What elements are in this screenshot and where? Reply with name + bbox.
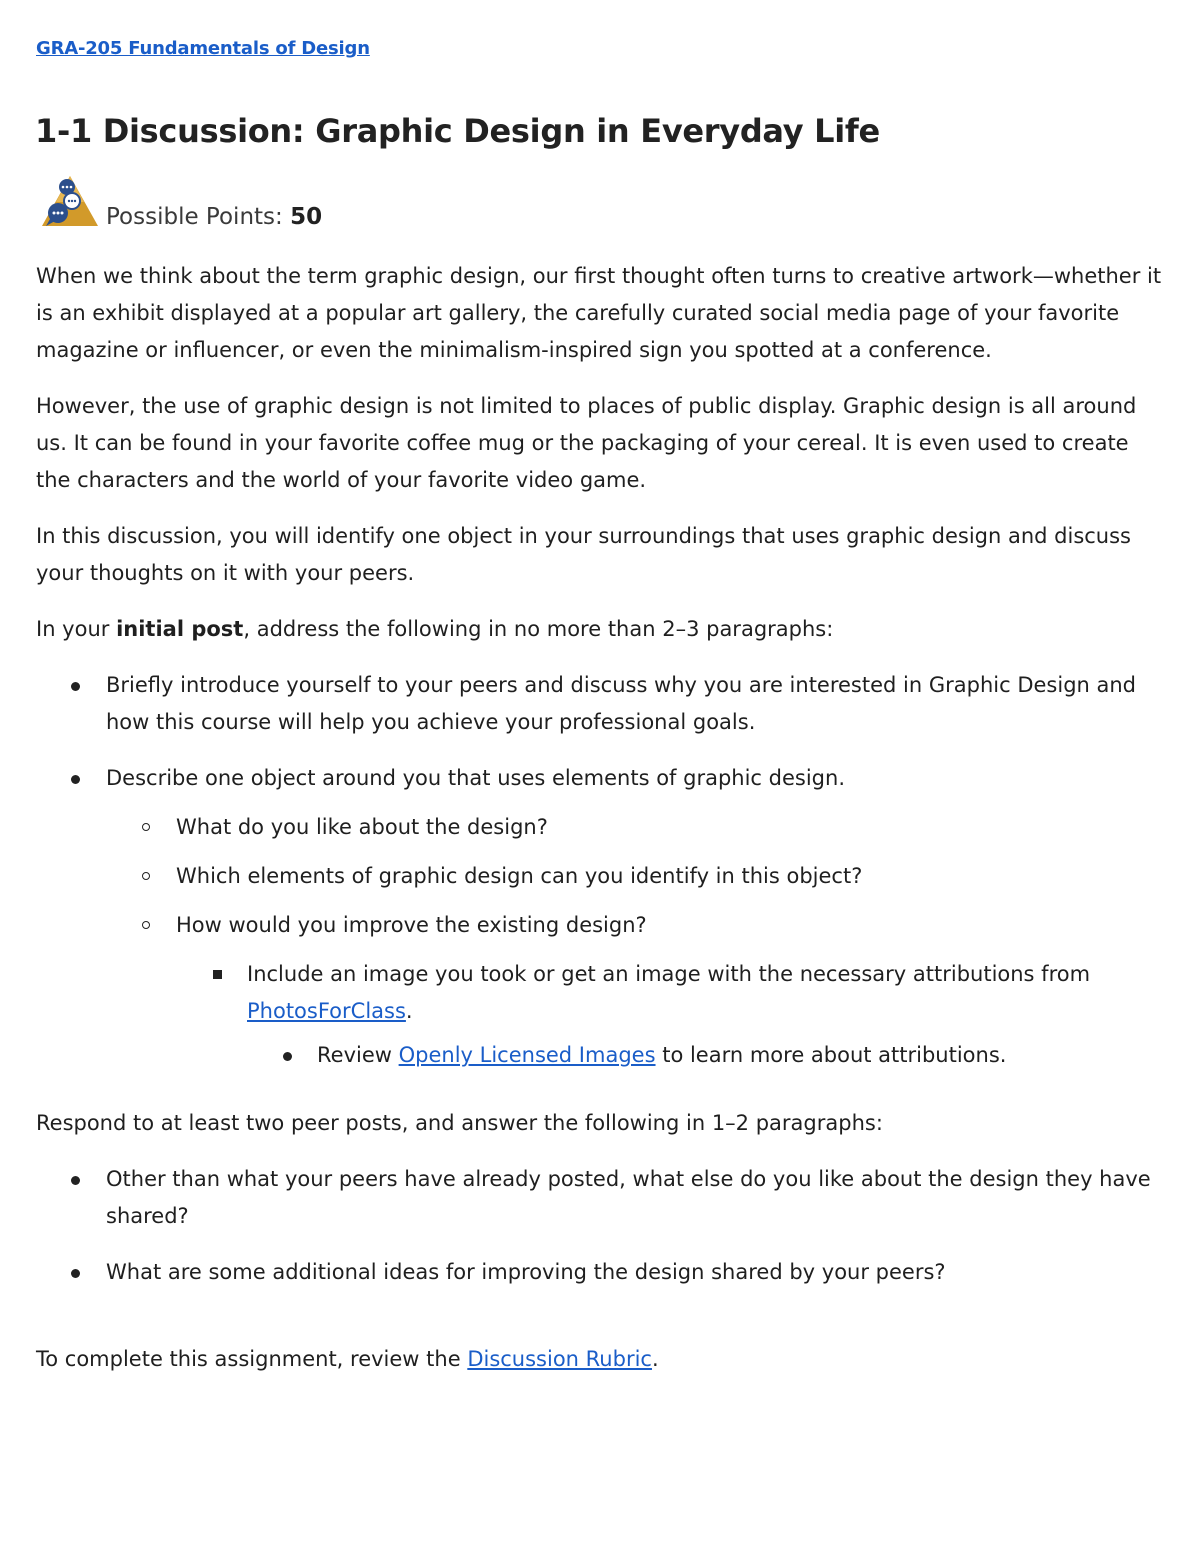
initial-post-suffix: , address the following in no more than 2–3 paragraphs: — [243, 617, 834, 641]
initial-post-bold: initial post — [116, 617, 244, 641]
bullet-disc-icon — [71, 682, 80, 691]
list-item-text: Describe one object around you that uses elements of graphic design. — [106, 766, 845, 790]
list-item — [36, 809, 1166, 846]
respond-list — [36, 1161, 1166, 1291]
list-item-text: What are some additional ideas for improving the design shared by your peers? — [106, 1260, 946, 1284]
bullet-disc-icon — [283, 1052, 292, 1061]
list-item-end: . — [405, 999, 413, 1023]
possible-points — [106, 204, 322, 230]
points-label: Possible Points: — [106, 204, 291, 230]
list-item-text: Briefly introduce yourself to your peers and discuss why you are interested in Graphic Design and how this course will help you achieve your professional goals. — [106, 673, 1137, 734]
closing-prefix: To complete this assignment, review the — [36, 1347, 468, 1371]
list-item — [36, 667, 1166, 741]
discussion-bubbles-icon — [40, 168, 100, 230]
bullet-circle-icon — [142, 823, 150, 831]
paragraph-intro: When we think about the term graphic design, our first thought often turns to creative artwork—whether it is an exhibit displayed at a popular art gallery, the carefully curated social media page of your favorite magazine or influencer, or even the minimalism-inspired sign you spotted at a conference. — [36, 264, 1162, 362]
initial-post-prefix: In your — [36, 617, 117, 641]
list-item — [36, 956, 1166, 1030]
list-item-suffix: to learn more about attributions. — [655, 1043, 1007, 1067]
course-link[interactable]: GRA-205 Fundamentals of Design — [36, 38, 370, 59]
list-item-text: What do you like about the design? — [176, 815, 548, 839]
bullet-circle-icon — [142, 921, 150, 929]
discussion-body — [36, 258, 1166, 1397]
list-item — [36, 907, 1166, 944]
photosforclass-link[interactable]: PhotosForClass — [247, 999, 406, 1023]
closing-instructions — [36, 1341, 1166, 1378]
list-item — [36, 858, 1166, 895]
list-item-text: How would you improve the existing design? — [176, 913, 647, 937]
list-item-text: Other than what your peers have already posted, what else do you like about the design they have shared? — [106, 1167, 1151, 1228]
closing-suffix: . — [651, 1347, 659, 1371]
openly-licensed-images-link[interactable]: Openly Licensed Images — [398, 1043, 656, 1067]
list-item-text: Include an image you took or get an image with the necessary attributions from — [247, 962, 1091, 986]
initial-post-instructions — [36, 611, 1166, 648]
bullet-disc-icon — [71, 1176, 80, 1185]
points-row — [40, 168, 440, 232]
points-value: 50 — [290, 204, 323, 230]
list-item-text: Which elements of graphic design can you identify in this object? — [176, 864, 863, 888]
list-item-prefix: Review — [317, 1043, 399, 1067]
respond-instructions: Respond to at least two peer posts, and answer the following in 1–2 paragraphs: — [36, 1111, 883, 1135]
list-item — [36, 1254, 1166, 1291]
paragraph-public-display: However, the use of graphic design is not limited to places of public display. Graphic design is all around us. It can be found in your favorite coffee mug or the packaging of your cereal. It is even used to create the characters and the world of your favorite video game. — [36, 394, 1137, 492]
list-item — [36, 760, 1166, 797]
list-item — [36, 1161, 1166, 1235]
discussion-rubric-link[interactable]: Discussion Rubric — [467, 1347, 652, 1371]
paragraph-discussion-goal: In this discussion, you will identify one object in your surroundings that uses graphic design and discuss your thoughts on it with your peers. — [36, 524, 1131, 585]
bullet-disc-icon — [71, 1269, 80, 1278]
page-title: 1-1 Discussion: Graphic Design in Everyday Life — [35, 112, 880, 150]
bullet-circle-icon — [142, 872, 150, 880]
initial-post-list — [36, 667, 1166, 1074]
list-item — [36, 1037, 1166, 1074]
bullet-disc-icon — [71, 775, 80, 784]
bullet-square-icon — [213, 970, 222, 979]
